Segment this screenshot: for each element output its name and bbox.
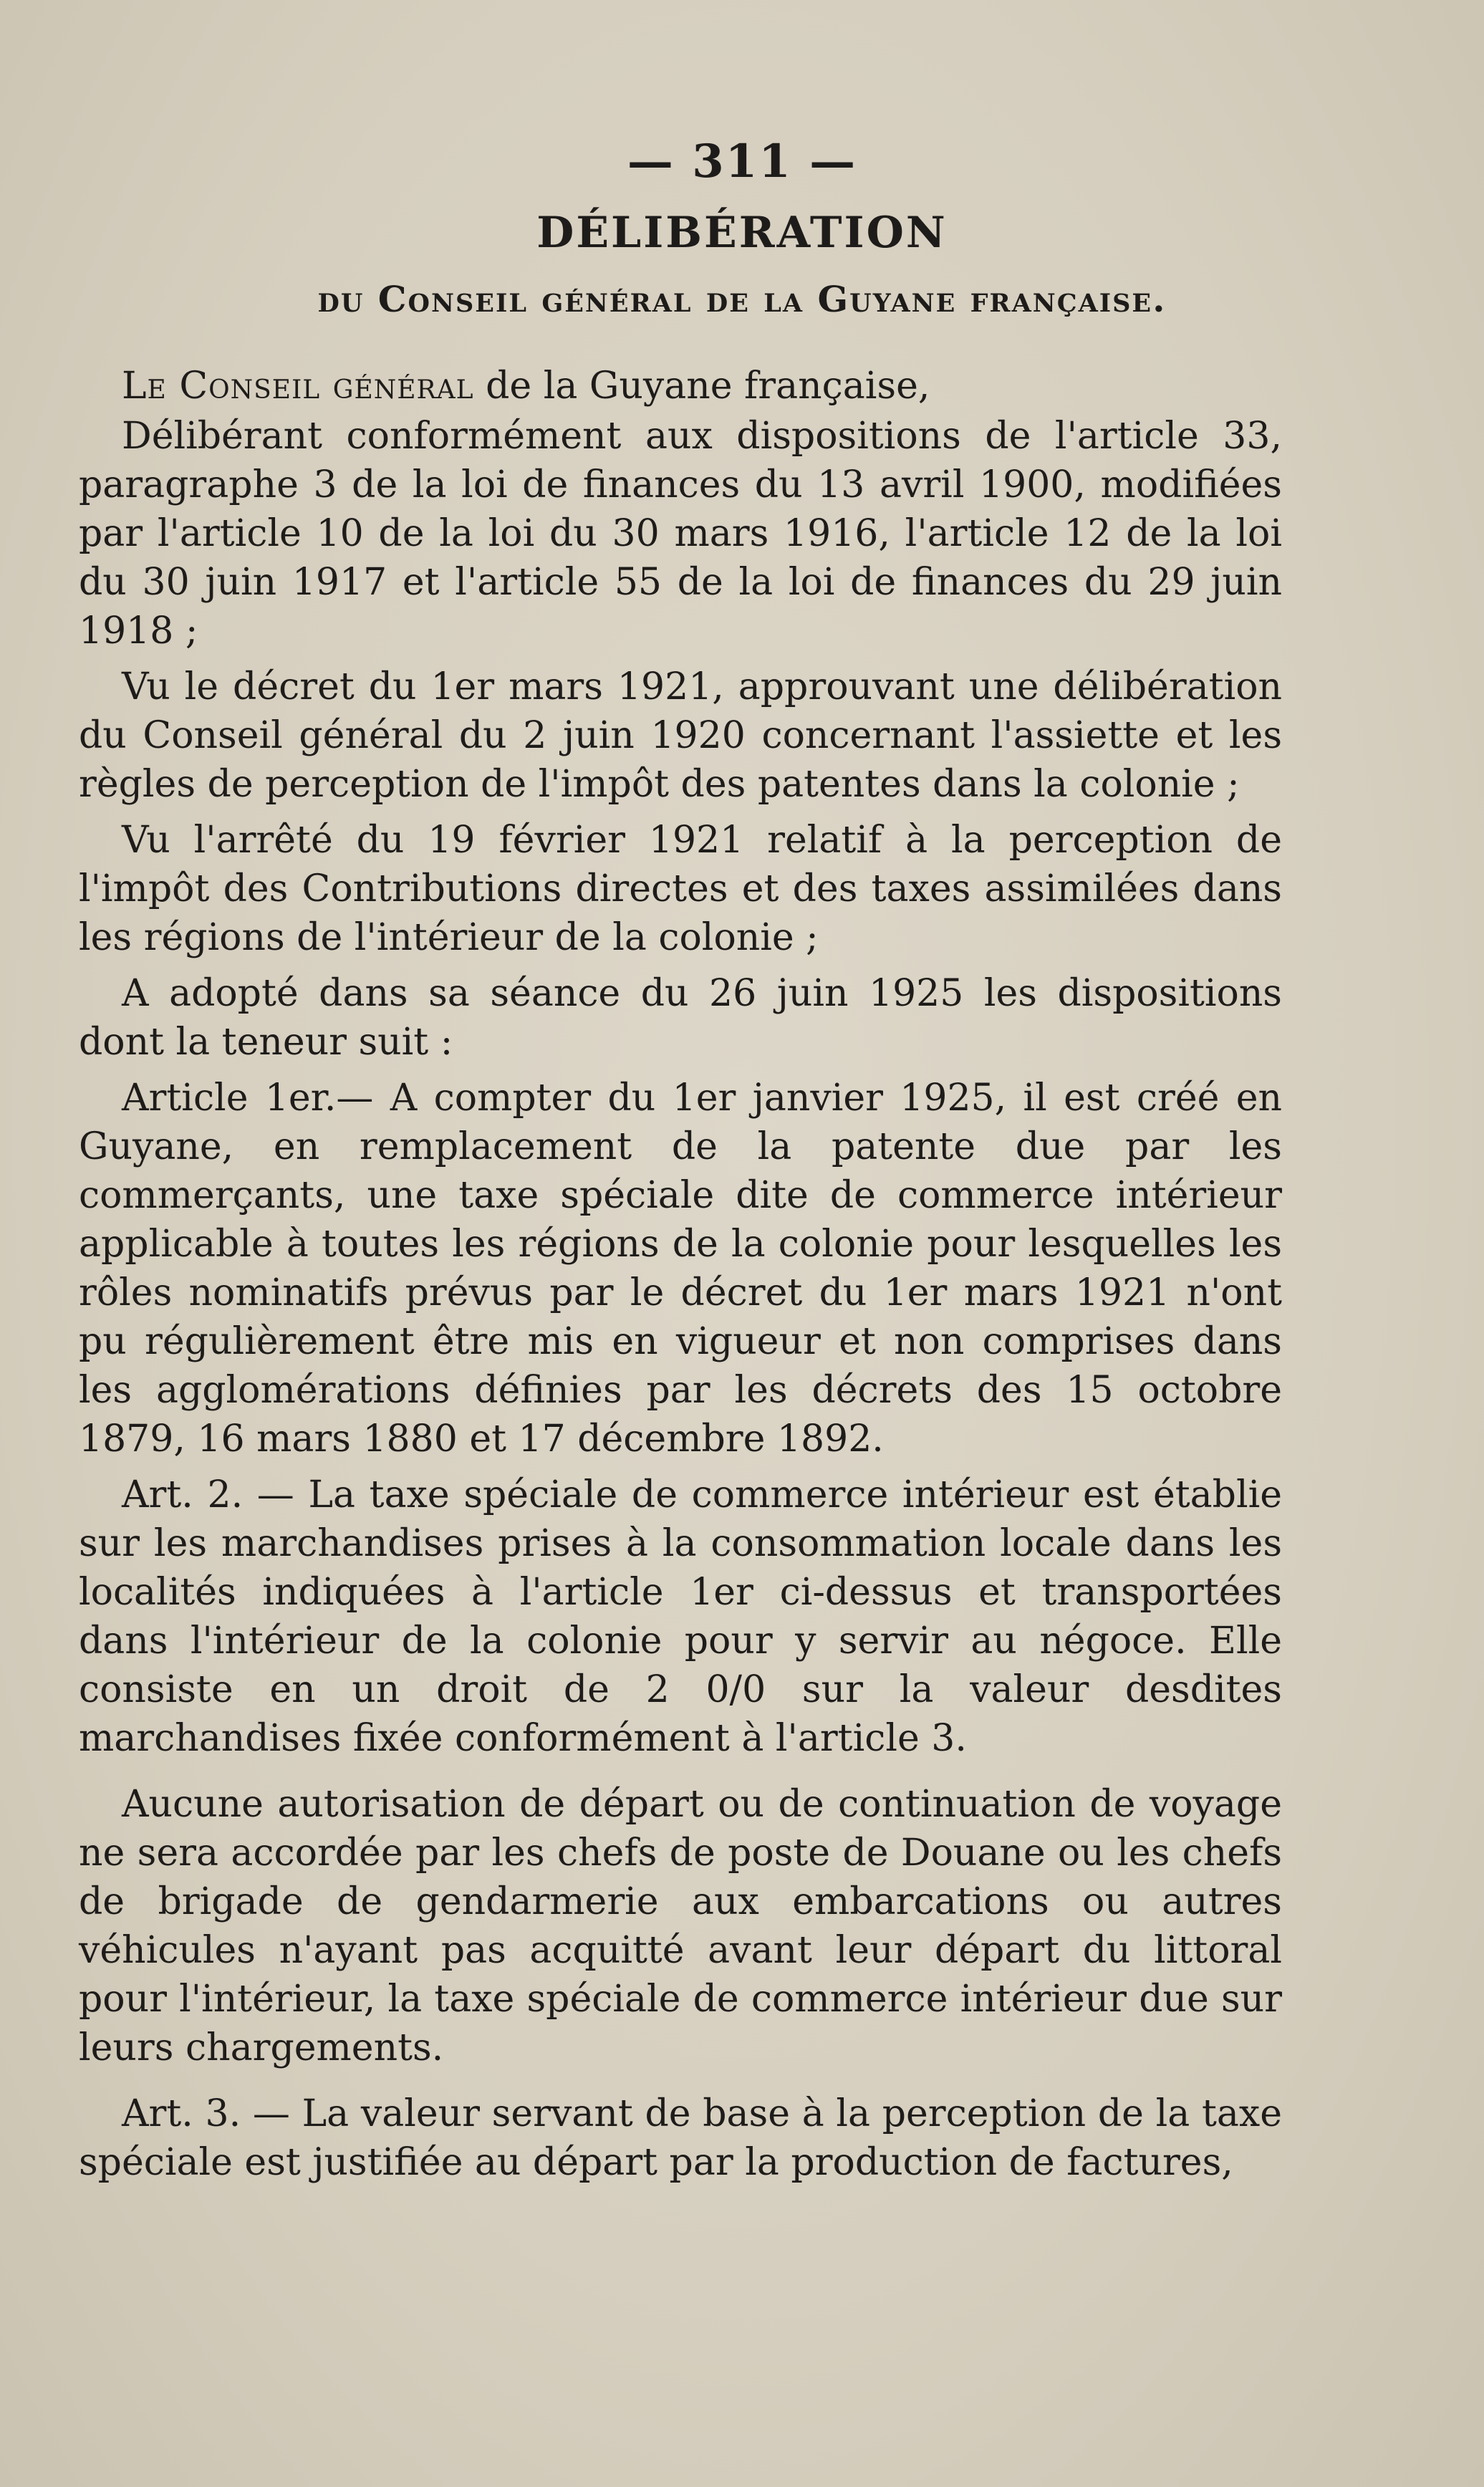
paragraph-adopte: A adopté dans sa séance du 26 juin 1925 les dispositions dont la teneur suit :: [79, 972, 1282, 1064]
paragraph-article-1: Article 1er.— A compter du 1er janvier 1925, il est créé en Guyane, en remplacement de la patente due par les commerçants, une taxe spéciale dite de commerce intérieur applicable à toutes les régions de la colonie pour lesquelles les rôles nominatifs prévus par le décret du 1er mars 1921 n'ont pu régulièrement être mis en vigueur et non comprises dans les agglomérations définies par les décrets des 15 octobre 1879, 16 mars 1880 et 17 décembre 1892.: [79, 1077, 1282, 1461]
page-number: — 311 —: [627, 135, 857, 188]
page-subtitle: du Conseil général de la Guyane française.: [317, 278, 1167, 320]
preamble-text: de la Guyane française,: [473, 365, 930, 408]
document-body: [79, 362, 1282, 2188]
paragraph-preamble: [79, 362, 1282, 410]
paragraph-article-3: Art. 3. — La valeur servant de base à la perception de la taxe spéciale est justifiée au départ par la production de factures,: [79, 2092, 1282, 2184]
paragraph-article-2: Art. 2. — La taxe spéciale de commerce intérieur est établie sur les marchandises prises à la consommation locale dans les localités indiquées à l'article 1er ci-dessus et transportées dans l'intérieur de la colonie pour y servir au négoce. Elle consiste en un droit de 2 0/0 sur la valeur desdites marchandises fixée conformément à l'article 3.: [79, 1473, 1282, 1760]
paragraph-vu-arrete: Vu l'arrêté du 19 février 1921 relatif à la perception de l'impôt des Contributions directes et des taxes assimilées dans les régions de l'intérieur de la colonie ;: [79, 819, 1282, 959]
paragraph-autorisation: Aucune autorisation de départ ou de continuation de voyage ne sera accordée par les chefs de poste de Douane ou les chefs de brigade de gendarmerie aux embarcations ou autres véhicules n'ayant pas acquitté avant leur départ du littoral pour l'intérieur, la taxe spéciale de commerce intérieur due sur leurs chargements.: [79, 1783, 1282, 2069]
preamble-lead: Le Conseil général: [122, 365, 474, 408]
paragraph-deliberant: Délibérant conformément aux dispositions de l'article 33, paragraphe 3 de la loi de finances du 13 avril 1900, modifiées par l'article 10 de la loi du 30 mars 1916, l'article 12 de la loi du 30 juin 1917 et l'article 55 de la loi de finances du 29 juin 1918 ;: [79, 415, 1282, 653]
page-title: DÉLIBÉRATION: [536, 208, 948, 258]
paragraph-vu-decret: Vu le décret du 1er mars 1921, approuvant une délibération du Conseil général du 2 juin 1920 concernant l'assiette et les règles de perception de l'impôt des patentes dans la colonie ;: [79, 665, 1282, 806]
